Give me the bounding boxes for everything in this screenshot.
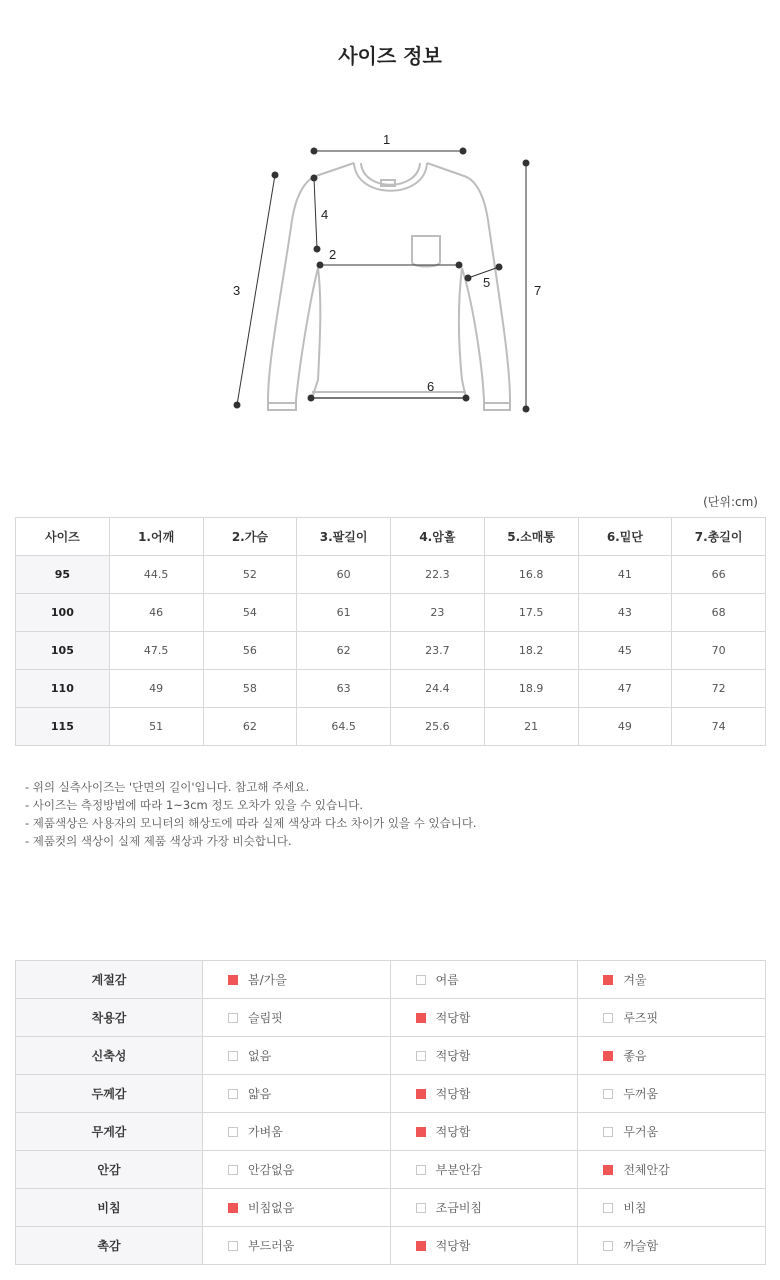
table-cell: 54: [203, 594, 297, 632]
attribute-option-label: 가벼움: [248, 1125, 283, 1139]
attribute-option-label: 안감없음: [248, 1163, 295, 1177]
note-line: - 제품색상은 사용자의 모니터의 해상도에 따라 실제 색상과 다소 차이가 있을 수 있습니다.: [25, 816, 477, 830]
size-notes: [25, 778, 477, 850]
attribute-row: [16, 1075, 766, 1113]
header-cell: 4.암홀: [391, 518, 485, 556]
attribute-row: [16, 1151, 766, 1189]
size-table-header: [16, 518, 766, 556]
attribute-option: [390, 1037, 578, 1075]
table-row: [16, 708, 766, 746]
table-row: [16, 594, 766, 632]
unchecked-box-icon: [603, 1089, 613, 1099]
table-cell: 49: [578, 708, 672, 746]
attribute-label: 안감: [16, 1151, 203, 1189]
table-cell: 62: [297, 632, 391, 670]
header-cell: 7.총길이: [672, 518, 766, 556]
checked-box-icon: [228, 1203, 238, 1213]
unchecked-box-icon: [416, 975, 426, 985]
attribute-option: [203, 1037, 391, 1075]
checked-box-icon: [416, 1127, 426, 1137]
table-cell: 70: [672, 632, 766, 670]
checked-box-icon: [416, 1013, 426, 1023]
attribute-option-label: 비침없음: [248, 1201, 295, 1215]
table-cell: 43: [578, 594, 672, 632]
attribute-option: [390, 1113, 578, 1151]
attribute-label: 비침: [16, 1189, 203, 1227]
attribute-row: [16, 1189, 766, 1227]
table-cell: 72: [672, 670, 766, 708]
attribute-option-label: 겨울: [623, 973, 647, 987]
table-cell: 66: [672, 556, 766, 594]
table-cell: 63: [297, 670, 391, 708]
attribute-option-label: 없음: [248, 1049, 272, 1063]
unchecked-box-icon: [603, 1013, 613, 1023]
header-cell: 2.가슴: [203, 518, 297, 556]
attribute-label: 두께감: [16, 1075, 203, 1113]
attribute-row: [16, 1037, 766, 1075]
attribute-option: [578, 1227, 766, 1265]
table-cell: 18.9: [484, 670, 578, 708]
checked-box-icon: [603, 1051, 613, 1061]
attribute-option-label: 적당함: [435, 1125, 471, 1139]
attribute-option-label: 조금비침: [435, 1201, 483, 1215]
table-cell: 68: [672, 594, 766, 632]
attribute-row: [16, 1227, 766, 1265]
unchecked-box-icon: [228, 1013, 238, 1023]
attribute-option-label: 얇음: [248, 1087, 272, 1101]
table-row: [16, 670, 766, 708]
attribute-option: [390, 1227, 578, 1265]
shirt-outline: [268, 163, 510, 410]
attribute-option-label: 까슬함: [623, 1239, 659, 1253]
diagram-label-4: 4: [321, 207, 329, 222]
checked-box-icon: [228, 975, 238, 985]
attribute-option-label: 부분안감: [435, 1163, 483, 1177]
attribute-option-label: 적당함: [435, 1239, 471, 1253]
unchecked-box-icon: [228, 1241, 238, 1251]
table-row: [16, 556, 766, 594]
attribute-option: [578, 961, 766, 999]
checked-box-icon: [416, 1241, 426, 1251]
diagram-label-7: 7: [534, 283, 542, 298]
attribute-option: [578, 1151, 766, 1189]
attribute-option: [578, 1037, 766, 1075]
attribute-label: 계절감: [16, 961, 203, 999]
table-cell: 46: [109, 594, 203, 632]
attribute-option: [578, 1075, 766, 1113]
unchecked-box-icon: [416, 1203, 426, 1213]
header-cell: 6.밑단: [578, 518, 672, 556]
diagram-label-2: 2: [329, 247, 337, 262]
attribute-option: [390, 1075, 578, 1113]
table-cell: 18.2: [484, 632, 578, 670]
table-cell: 17.5: [484, 594, 578, 632]
diagram-label-1: 1: [383, 132, 391, 147]
attribute-row: [16, 961, 766, 999]
table-cell: 41: [578, 556, 672, 594]
page-title: 사이즈 정보: [338, 44, 442, 68]
unchecked-box-icon: [603, 1127, 613, 1137]
size-cell: 95: [16, 556, 110, 594]
header-cell: 사이즈: [16, 518, 110, 556]
unchecked-box-icon: [416, 1051, 426, 1061]
diagram-label-5: 5: [483, 275, 491, 290]
attribute-option: [390, 1151, 578, 1189]
garment-measurement-diagram: [0, 120, 780, 420]
unchecked-box-icon: [603, 1241, 613, 1251]
size-cell: 110: [16, 670, 110, 708]
attribute-option-label: 적당함: [435, 1011, 471, 1025]
table-cell: 62: [203, 708, 297, 746]
unchecked-box-icon: [228, 1089, 238, 1099]
diagram-label-3: 3: [233, 283, 241, 298]
attribute-option: [203, 1113, 391, 1151]
table-cell: 45: [578, 632, 672, 670]
attribute-label: 착용감: [16, 999, 203, 1037]
size-cell: 100: [16, 594, 110, 632]
header-cell: 5.소매통: [484, 518, 578, 556]
table-cell: 47.5: [109, 632, 203, 670]
unchecked-box-icon: [416, 1165, 426, 1175]
attribute-option-label: 봄/가을: [248, 973, 287, 987]
attribute-option: [390, 999, 578, 1037]
table-row: [16, 632, 766, 670]
checked-box-icon: [416, 1089, 426, 1099]
table-cell: 61: [297, 594, 391, 632]
table-cell: 52: [203, 556, 297, 594]
note-line: - 제품컷의 색상이 실제 제품 색상과 가장 비슷합니다.: [25, 834, 292, 848]
header-cell: 3.팔길이: [297, 518, 391, 556]
attribute-option: [578, 999, 766, 1037]
unchecked-box-icon: [228, 1051, 238, 1061]
size-table: [15, 517, 766, 746]
attribute-option: [578, 1189, 766, 1227]
unit-label: (단위:cm): [703, 495, 758, 509]
attribute-option: [203, 1189, 391, 1227]
attribute-label: 무게감: [16, 1113, 203, 1151]
header-cell: 1.어깨: [109, 518, 203, 556]
note-line: - 사이즈는 측정방법에 따라 1~3cm 정도 오차가 있을 수 있습니다.: [25, 798, 364, 812]
attribute-row: [16, 999, 766, 1037]
table-cell: 22.3: [391, 556, 485, 594]
unchecked-box-icon: [228, 1127, 238, 1137]
attribute-label: 촉감: [16, 1227, 203, 1265]
table-cell: 74: [672, 708, 766, 746]
note-line: - 위의 실측사이즈는 '단면의 길이'입니다. 참고해 주세요.: [25, 780, 310, 794]
attribute-option-label: 적당함: [435, 1087, 471, 1101]
attribute-option-label: 적당함: [435, 1049, 471, 1063]
attribute-option-label: 부드러움: [248, 1239, 295, 1253]
table-cell: 23: [391, 594, 485, 632]
attribute-option: [578, 1113, 766, 1151]
attribute-option-label: 여름: [435, 973, 459, 987]
diagram-label-6: 6: [427, 379, 435, 394]
attribute-option-label: 비침: [623, 1201, 647, 1215]
attribute-option-label: 좋음: [623, 1049, 647, 1063]
attribute-table: [15, 960, 766, 1265]
attribute-option-label: 전체안감: [623, 1163, 670, 1177]
attribute-option-label: 두꺼움: [623, 1087, 659, 1101]
checked-box-icon: [603, 975, 613, 985]
table-cell: 60: [297, 556, 391, 594]
attribute-option-label: 슬림핏: [248, 1011, 283, 1025]
attribute-option: [203, 961, 391, 999]
attribute-option: [390, 1189, 578, 1227]
unchecked-box-icon: [228, 1165, 238, 1175]
table-cell: 51: [109, 708, 203, 746]
table-cell: 58: [203, 670, 297, 708]
size-cell: 105: [16, 632, 110, 670]
table-cell: 47: [578, 670, 672, 708]
unchecked-box-icon: [603, 1203, 613, 1213]
table-cell: 56: [203, 632, 297, 670]
attribute-option: [203, 999, 391, 1037]
table-cell: 49: [109, 670, 203, 708]
attribute-option-label: 무거움: [623, 1125, 659, 1139]
table-cell: 25.6: [391, 708, 485, 746]
size-cell: 115: [16, 708, 110, 746]
attribute-label: 신축성: [16, 1037, 203, 1075]
attribute-option: [390, 961, 578, 999]
attribute-option: [203, 1075, 391, 1113]
table-cell: 23.7: [391, 632, 485, 670]
attribute-option-label: 루즈핏: [623, 1011, 659, 1025]
table-cell: 16.8: [484, 556, 578, 594]
table-cell: 64.5: [297, 708, 391, 746]
table-cell: 44.5: [109, 556, 203, 594]
attribute-option: [203, 1151, 391, 1189]
checked-box-icon: [603, 1165, 613, 1175]
attribute-row: [16, 1113, 766, 1151]
attribute-option: [203, 1227, 391, 1265]
table-cell: 21: [484, 708, 578, 746]
table-cell: 24.4: [391, 670, 485, 708]
